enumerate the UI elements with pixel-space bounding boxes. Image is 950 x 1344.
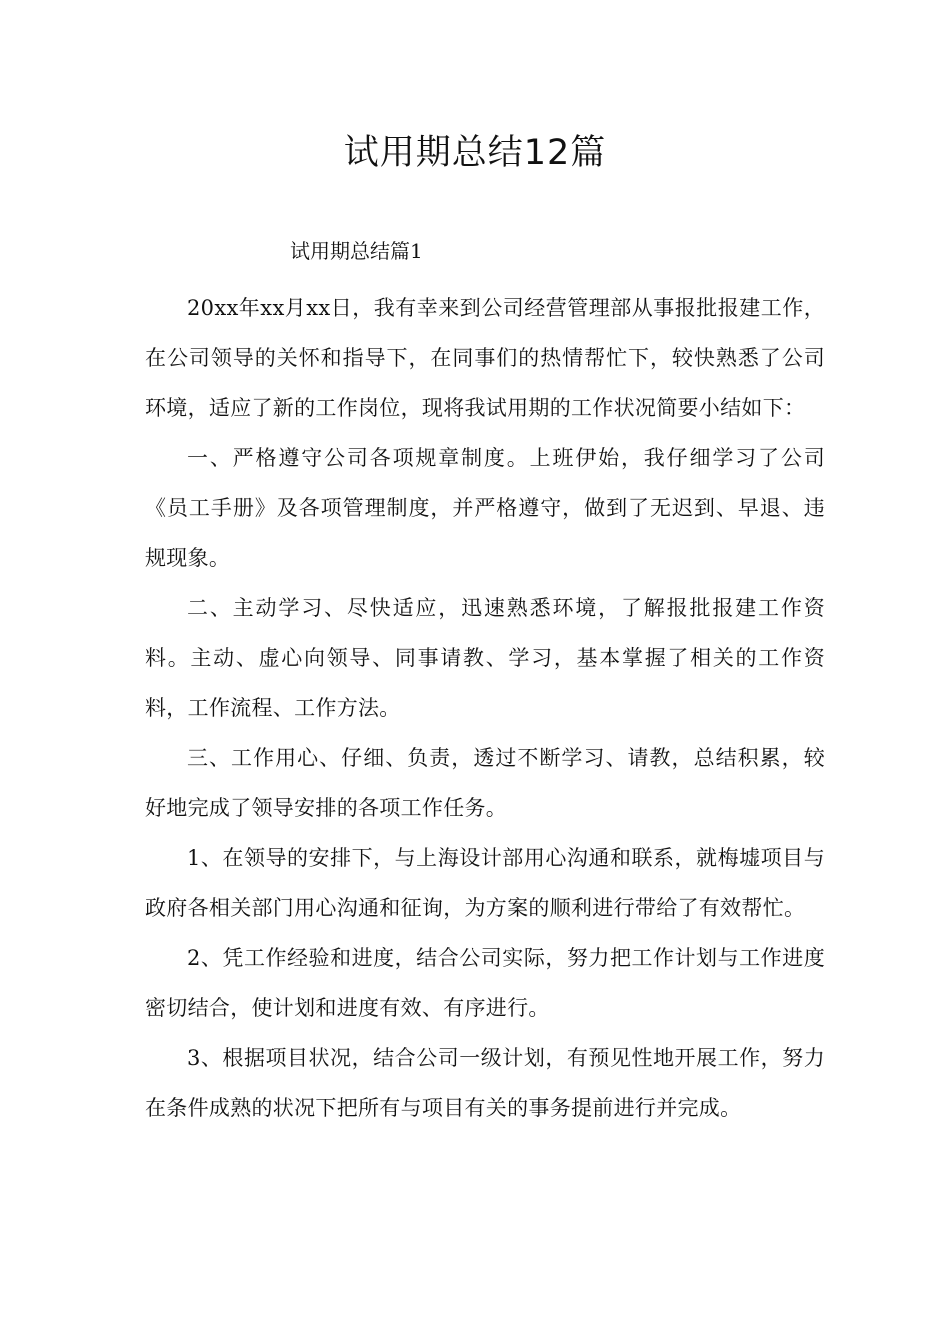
paragraph-point-2: 二、主动学习、尽快适应，迅速熟悉环境，了解报批报建工作资料。主动、虚心向领导、同事请教、学习，基本掌握了相关的工作资料，工作流程、工作方法。 [145, 596, 825, 720]
document-title: 试用期总结12篇 [343, 133, 607, 173]
paragraph-intro: 20xx年xx月xx日，我有幸来到公司经营管理部从事报批报建工作，在公司领导的关怀和指导下，在同事们的热情帮忙下，较快熟悉了公司环境，适应了新的工作岗位，现将我试用期的工作状况简要小结如下： [145, 296, 825, 420]
paragraph-item-2: 2、凭工作经验和进度，结合公司实际，努力把工作计划与工作进度密切结合，使计划和进度有效、有序进行。 [145, 946, 825, 1020]
paragraph-point-1: 一、严格遵守公司各项规章制度。上班伊始，我仔细学习了公司《员工手册》及各项管理制度，并严格遵守，做到了无迟到、早退、违规现象。 [145, 446, 825, 570]
section-heading: 试用期总结篇1 [290, 239, 423, 263]
paragraph-point-3: 三、工作用心、仔细、负责，透过不断学习、请教，总结积累，较好地完成了领导安排的各项工作任务。 [145, 746, 825, 820]
paragraph-item-3: 3、根据项目状况，结合公司一级计划，有预见性地开展工作，努力在条件成熟的状况下把所有与项目有关的事务提前进行并完成。 [145, 1046, 825, 1120]
paragraph-item-1: 1、在领导的安排下，与上海设计部用心沟通和联系，就梅墟项目与政府各相关部门用心沟通和征询，为方案的顺利进行带给了有效帮忙。 [145, 846, 825, 920]
document-body [145, 283, 825, 1133]
